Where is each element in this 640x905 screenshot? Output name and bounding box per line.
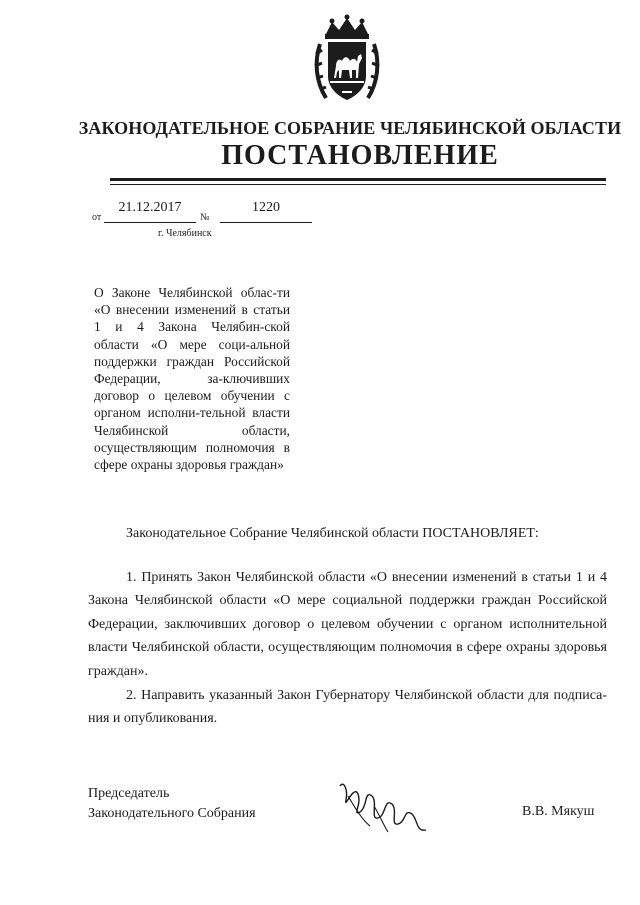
signatory-name: В.В. Мякуш	[522, 804, 595, 819]
document-type-heading: ПОСТАНОВЛЕНИЕ	[221, 140, 499, 171]
resolution-item-2: 2. Направить указанный Закон Губернатору Челябинской области для подписа-ния и опубликования.	[88, 688, 607, 727]
city-label: г. Челябинск	[158, 228, 212, 239]
date-underline	[104, 222, 196, 223]
document-number: 1220	[252, 200, 280, 215]
resolution-subject: О Законе Челябинской облас-ти «О внесении изменений в статьи 1 и 4 Закона Челябин-ской области «О мере соци-альной поддержки граждан Российской Федерации, за-ключивших договор о целевом обучении с органом исполни-тельной власти Челябинской области, осуществляющим полномочия в сфере охраны здоровья граждан»	[94, 285, 290, 473]
signatory-position-line-2: Законодательного Собрания	[88, 806, 256, 821]
organization-name: ЗАКОНОДАТЕЛЬНОЕ СОБРАНИЕ ЧЕЛЯБИНСКОЙ ОБЛАСТИ	[78, 118, 622, 138]
header-rule-thin	[110, 184, 606, 185]
coat-of-arms-icon	[312, 14, 382, 106]
header-rule-thick	[110, 178, 606, 181]
date-prefix-label: от	[92, 212, 102, 223]
number-underline	[220, 222, 312, 223]
signatory-position-line-1: Председатель	[88, 786, 170, 801]
resolution-item-1: 1. Принять Закон Челябинской области «О внесении изменений в статьи 1 и 4 Закона Челябинской области «О мере социальной поддержки граждан Российской Федерации, заключивших договор о целевом обучении с органом исполнительной власти Челябинской области, осуществляющим полномочия в сфере охраны здоровья граждан».	[88, 570, 607, 679]
number-label: №	[200, 212, 210, 223]
resolves-clause: Законодательное Собрание Челябинской области ПОСТАНОВЛЯЕТ:	[126, 526, 539, 541]
signatory-position	[88, 784, 256, 824]
document-date: 21.12.2017	[118, 200, 182, 215]
handwritten-signature-icon	[334, 776, 430, 838]
